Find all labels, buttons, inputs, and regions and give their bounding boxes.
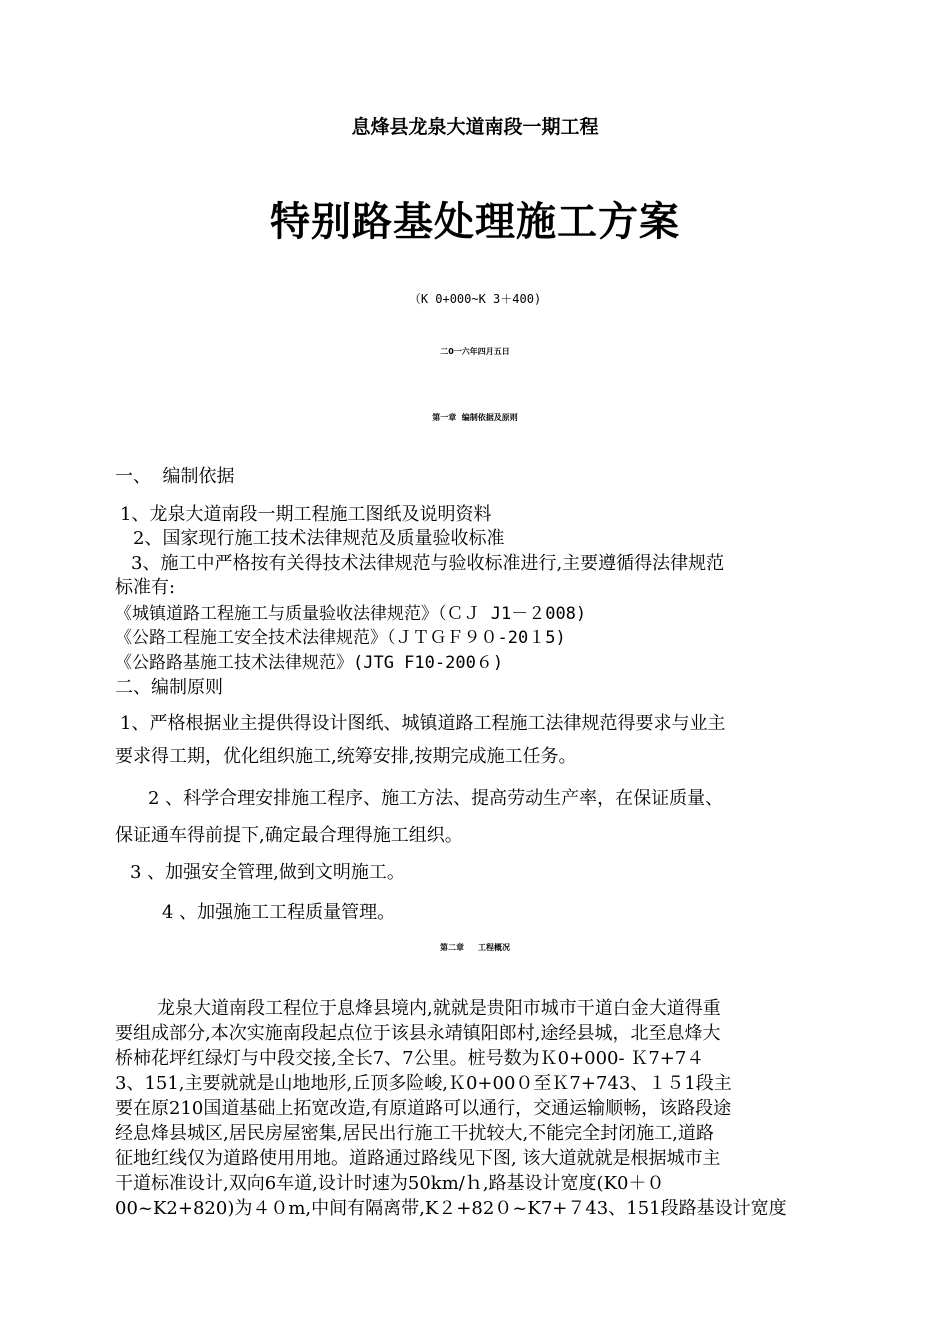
basis-item-1: 1、龙泉大道南段一期工程施工图纸及说明资料 [120,504,492,525]
basis-item-3-cont: 标准有: [115,577,176,598]
overview-line-7: 征地红线仅为道路使用用地。道路通过路线见下图, 该大道就就是根据城市主 [115,1148,721,1169]
document-title: 特别路基处理施工方案 [270,199,680,245]
overview-line-4: 3、151,主要就就是山地地形,丘顶多险峻,Ｋ0+00０至Ｋ7+743、１５1段主 [115,1073,732,1094]
project-title: 息烽县龙泉大道南段一期工程 [351,116,599,138]
overview-line-1: 龙泉大道南段工程位于息烽县境内,就就是贵阳市城市干道白金大道得重 [157,998,721,1019]
section-basis-heading: 一、 编制依据 [115,466,235,487]
section-principles-heading: 二、编制原则 [115,677,223,698]
principle-1: 1、严格根据业主提供得设计图纸、城镇道路工程施工法律规范得要求与业主 [120,713,726,734]
standard-3: 《公路路基施工技术法律规范》(JTG F10-200６) [115,653,504,673]
overview-line-5: 要在原210国道基础上拓宽改造,有原道路可以通行，交通运输顺畅，该路段途 [115,1098,732,1119]
chapter1-heading: 第一章 编制依据及原则 [432,413,518,422]
overview-line-3: 桥柿花坪红绿灯与中段交接,全长7、7公里。桩号数为Ｋ0+000- Ｋ7+7４ [115,1048,705,1069]
chainage-range: （K 0+000~K 3＋400) [408,292,542,306]
overview-line-6: 经息烽县城区,居民房屋密集,居民出行施工干扰较大,不能完全封闭施工,道路 [115,1123,714,1144]
standard-2: 《公路工程施工安全技术法律规范》（ＪＴＧＦ９０-20１5) [115,628,566,648]
document-date: 二0一六年四月五日 [440,347,510,356]
principle-2-cont: 保证通车得前提下,确定最合理得施工组织。 [115,825,463,846]
basis-item-3: 3、施工中严格按有关得技术法律规范与验收标准进行,主要遵循得法律规范 [131,553,725,574]
chapter2-heading: 第二章 工程概况 [440,943,510,952]
overview-line-2: 要组成部分,本次实施南段起点位于该县永靖镇阳郎村,途经县城，北至息烽大 [115,1023,721,1044]
standard-1: 《城镇道路工程施工与质量验收法律规范》（ＣＪ J1－２008) [115,604,587,624]
basis-item-2: 2、国家现行施工技术法律规范及质量验收标准 [133,528,505,549]
overview-line-9: 00~K2+820)为４０m,中间有隔离带,K２+82０~K7+７43、151段路基设计宽度 [115,1198,787,1219]
overview-line-8: 干道标准设计,双向6车道,设计时速为50km/ｈ,路基设计宽度(K0＋０ [115,1173,665,1194]
principle-2: 2 、科学合理安排施工程序、施工方法、提高劳动生产率，在保证质量、 [148,788,724,809]
principle-3: 3 、加强安全管理,做到文明施工。 [130,862,405,883]
principle-1-cont: 要求得工期，优化组织施工,统筹安排,按期完成施工任务。 [115,746,577,767]
principle-4: 4 、加强施工工程质量管理。 [162,902,396,923]
